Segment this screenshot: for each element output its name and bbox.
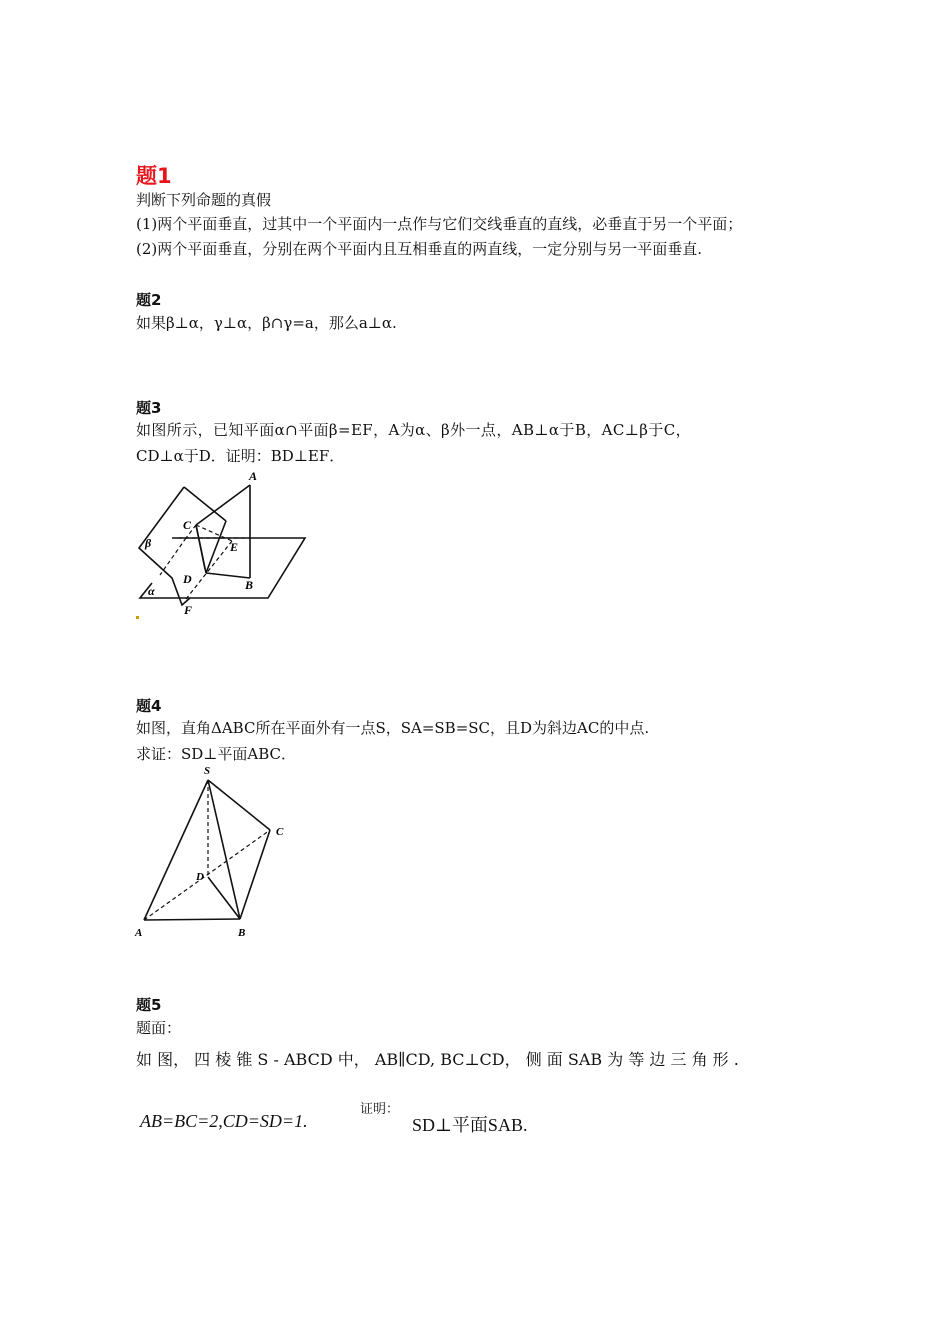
q1-item-2: (2)两个平面垂直，分别在两个平面内且互相垂直的两直线，一定分别与另一平面垂直. — [136, 240, 703, 258]
q5-given: AB=BC=2,CD=SD=1. — [140, 1111, 308, 1131]
q3-label-C: C — [183, 518, 192, 532]
q3-statement-line-1: 如图所示，已知平面α∩平面β=EF，A为α、β外一点，AB⊥α于B，AC⊥β于C， — [136, 421, 692, 439]
q3-title: 题3 — [136, 399, 162, 417]
q3-label-E: E — [230, 540, 239, 554]
q3-figure-planes — [130, 465, 320, 620]
q4-label-C: C — [276, 826, 284, 838]
q5-proof-goal: SD⊥平面SAB. — [412, 1115, 528, 1135]
q3-statement-line-2: CD⊥α于D．证明：BD⊥EF． — [136, 447, 345, 465]
q3-label-D: D — [183, 572, 192, 586]
q4-label-A: A — [135, 927, 143, 939]
q2-statement: 如果β⊥α，γ⊥α，β∩γ=a，那么a⊥α. — [136, 314, 397, 332]
q5-title: 题5 — [136, 996, 162, 1014]
q2-title: 题2 — [136, 291, 162, 309]
q1-intro: 判断下列命题的真假 — [136, 191, 272, 209]
q3-label-F: F — [184, 603, 193, 617]
q4-statement-line-2: 求证：SD⊥平面ABC． — [136, 745, 297, 763]
q3-label-beta: β — [145, 536, 152, 550]
q5-proof-label: 证明： — [360, 1102, 400, 1117]
q4-statement-line-1: 如图，直角ΔABC所在平面外有一点S，SA=SB=SC，且D为斜边AC的中点. — [136, 719, 650, 737]
q4-label-D: D — [196, 871, 204, 883]
q4-label-S: S — [204, 765, 211, 777]
q4-figure-tetrahedron — [130, 762, 300, 942]
q4-title: 题4 — [136, 697, 162, 715]
q1-item-1: (1)两个平面垂直，过其中一个平面内一点作与它们交线垂直的直线，必垂直于另一个平面； — [136, 215, 743, 233]
q3-label-B: B — [245, 578, 254, 592]
q3-label-A: A — [249, 469, 258, 483]
q4-label-B: B — [238, 927, 246, 939]
q5-label: 题面： — [136, 1019, 182, 1037]
stray-mark — [136, 616, 139, 619]
q3-label-alpha: α — [148, 584, 155, 598]
q5-statement-line-1: 如 图， 四 棱 锥 S - ABCD 中， AB∥CD, BC⊥CD， 侧 面 SAB 为 等 边 三 角 形 . — [136, 1050, 739, 1069]
q1-title: 题1 — [136, 164, 172, 188]
